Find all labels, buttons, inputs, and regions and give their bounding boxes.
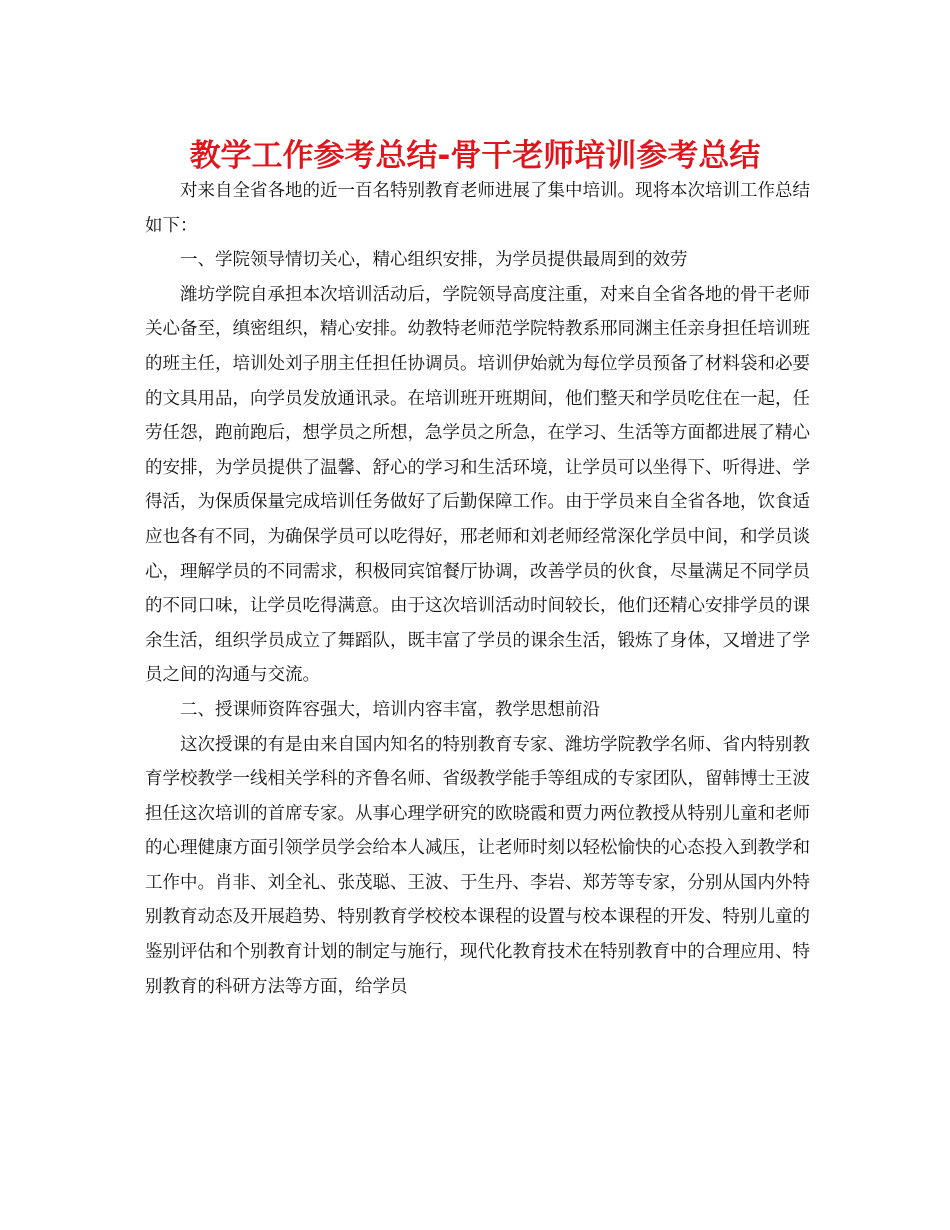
- document-title: 教学工作参考总结-骨干老师培训参考总结: [189, 138, 761, 174]
- section-heading-2: 二、授课师资阵容强大，培训内容丰富，教学思想前沿: [180, 699, 600, 720]
- section-heading-1: 一、学院领导情切关心，精心组织安排，为学员提供最周到的效劳: [180, 250, 688, 271]
- paragraph-section-2: 这次授课的有是由来自国内知名的特别教育专家、潍坊学院教学名师、省内特别教育学校教学一线相关学科的齐鲁名师、省级教学能手等组成的专家团队，留韩博士王波担任这次培训的首席专家。从事心理学研究的欧晓霞和贾力两位教授从特别儿童和老师的心理健康方面引领学员学会给本人减压，让老师时刻以轻松愉快的心态投入到教学和工作中。肖非、刘全礼、张茂聪、王波、于生丹、李岩、郑芳等专家，分别从国内外特别教育动态及开展趋势、特别教育学校校本课程的设置与校本课程的开发、特别儿童的鉴别评估和个别教育计划的制定与施行，现代化教育技术在特别教育中的合理应用、特别教育的科研方法等方面，给学员: [145, 734, 810, 997]
- paragraph-section-1: 潍坊学院自承担本次培训活动后，学院领导高度注重，对来自全省各地的骨干老师关心备至，缜密组织，精心安排。幼教特老师范学院特教系邢同渊主任亲身担任培训班的班主任，培训处刘子朋主任担任协调员。培训伊始就为每位学员预备了材料袋和必要的文具用品，向学员发放通讯录。在培训班开班期间，他们整天和学员吃住在一起，任劳任怨，跑前跑后，想学员之所想，急学员之所急，在学习、生活等方面都进展了精心的安排，为学员提供了温馨、舒心的学习和生活环境，让学员可以坐得下、听得进、学得活，为保质保量完成培训任务做好了后勤保障工作。由于学员来自全省各地，饮食适应也各有不同，为确保学员可以吃得好，邢老师和刘老师经常深化学员中间，和学员谈心，理解学员的不同需求，积极同宾馆餐厅协调，改善学员的伙食，尽量满足不同学员的不同口味，让学员吃得满意。由于这次培训活动时间较长，他们还精心安排学员的课余生活，组织学员成立了舞蹈队，既丰富了学员的课余生活，锻炼了身体，又增进了学员之间的沟通与交流。: [145, 284, 810, 686]
- document-body: [145, 174, 810, 1004]
- paragraph-intro: 对来自全省各地的近一百名特别教育老师进展了集中培训。现将本次培训工作总结如下：: [145, 181, 810, 236]
